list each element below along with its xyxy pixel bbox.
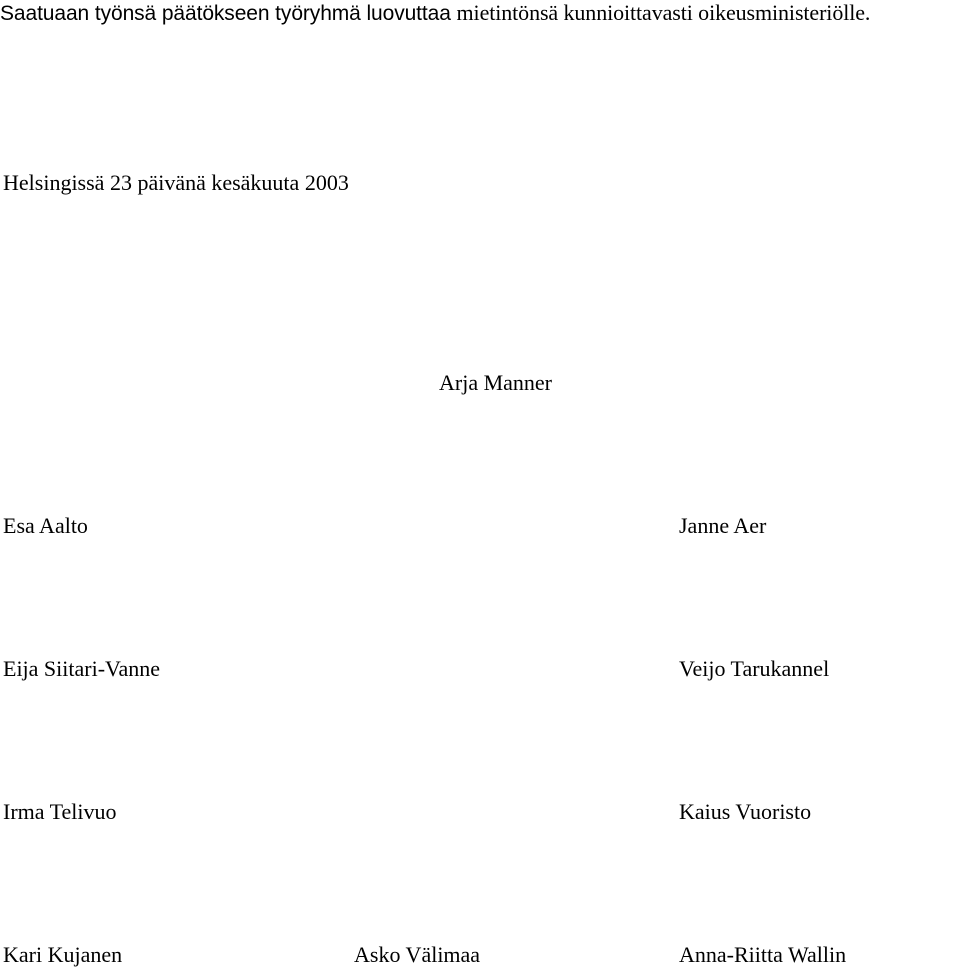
signatory-name: Anna-Riitta Wallin: [679, 942, 847, 967]
signatory-name: Kaius Vuoristo: [679, 799, 812, 824]
intro-text-sans: Saatuaan työnsä päätökseen työryhmä luovuttaa: [0, 2, 457, 25]
signatory-name: Irma Telivuo: [3, 799, 117, 824]
place-date: Helsingissä 23 päivänä kesäkuuta 2003: [3, 170, 349, 195]
signatory-name: Eija Siitari-Vanne: [3, 656, 161, 681]
signatory-name: Janne Aer: [679, 513, 767, 538]
signatory-name: Veijo Tarukannel: [679, 656, 830, 681]
chair-signature: Arja Manner: [439, 370, 553, 395]
signatory-name: Asko Välimaa: [354, 942, 481, 967]
intro-text: [0, 0, 870, 27]
signatory-name: Kari Kujanen: [3, 942, 123, 967]
signatory-name: Esa Aalto: [3, 513, 88, 538]
intro-text-serif: mietintönsä kunnioittavasti oikeusministeriölle.: [456, 0, 871, 25]
